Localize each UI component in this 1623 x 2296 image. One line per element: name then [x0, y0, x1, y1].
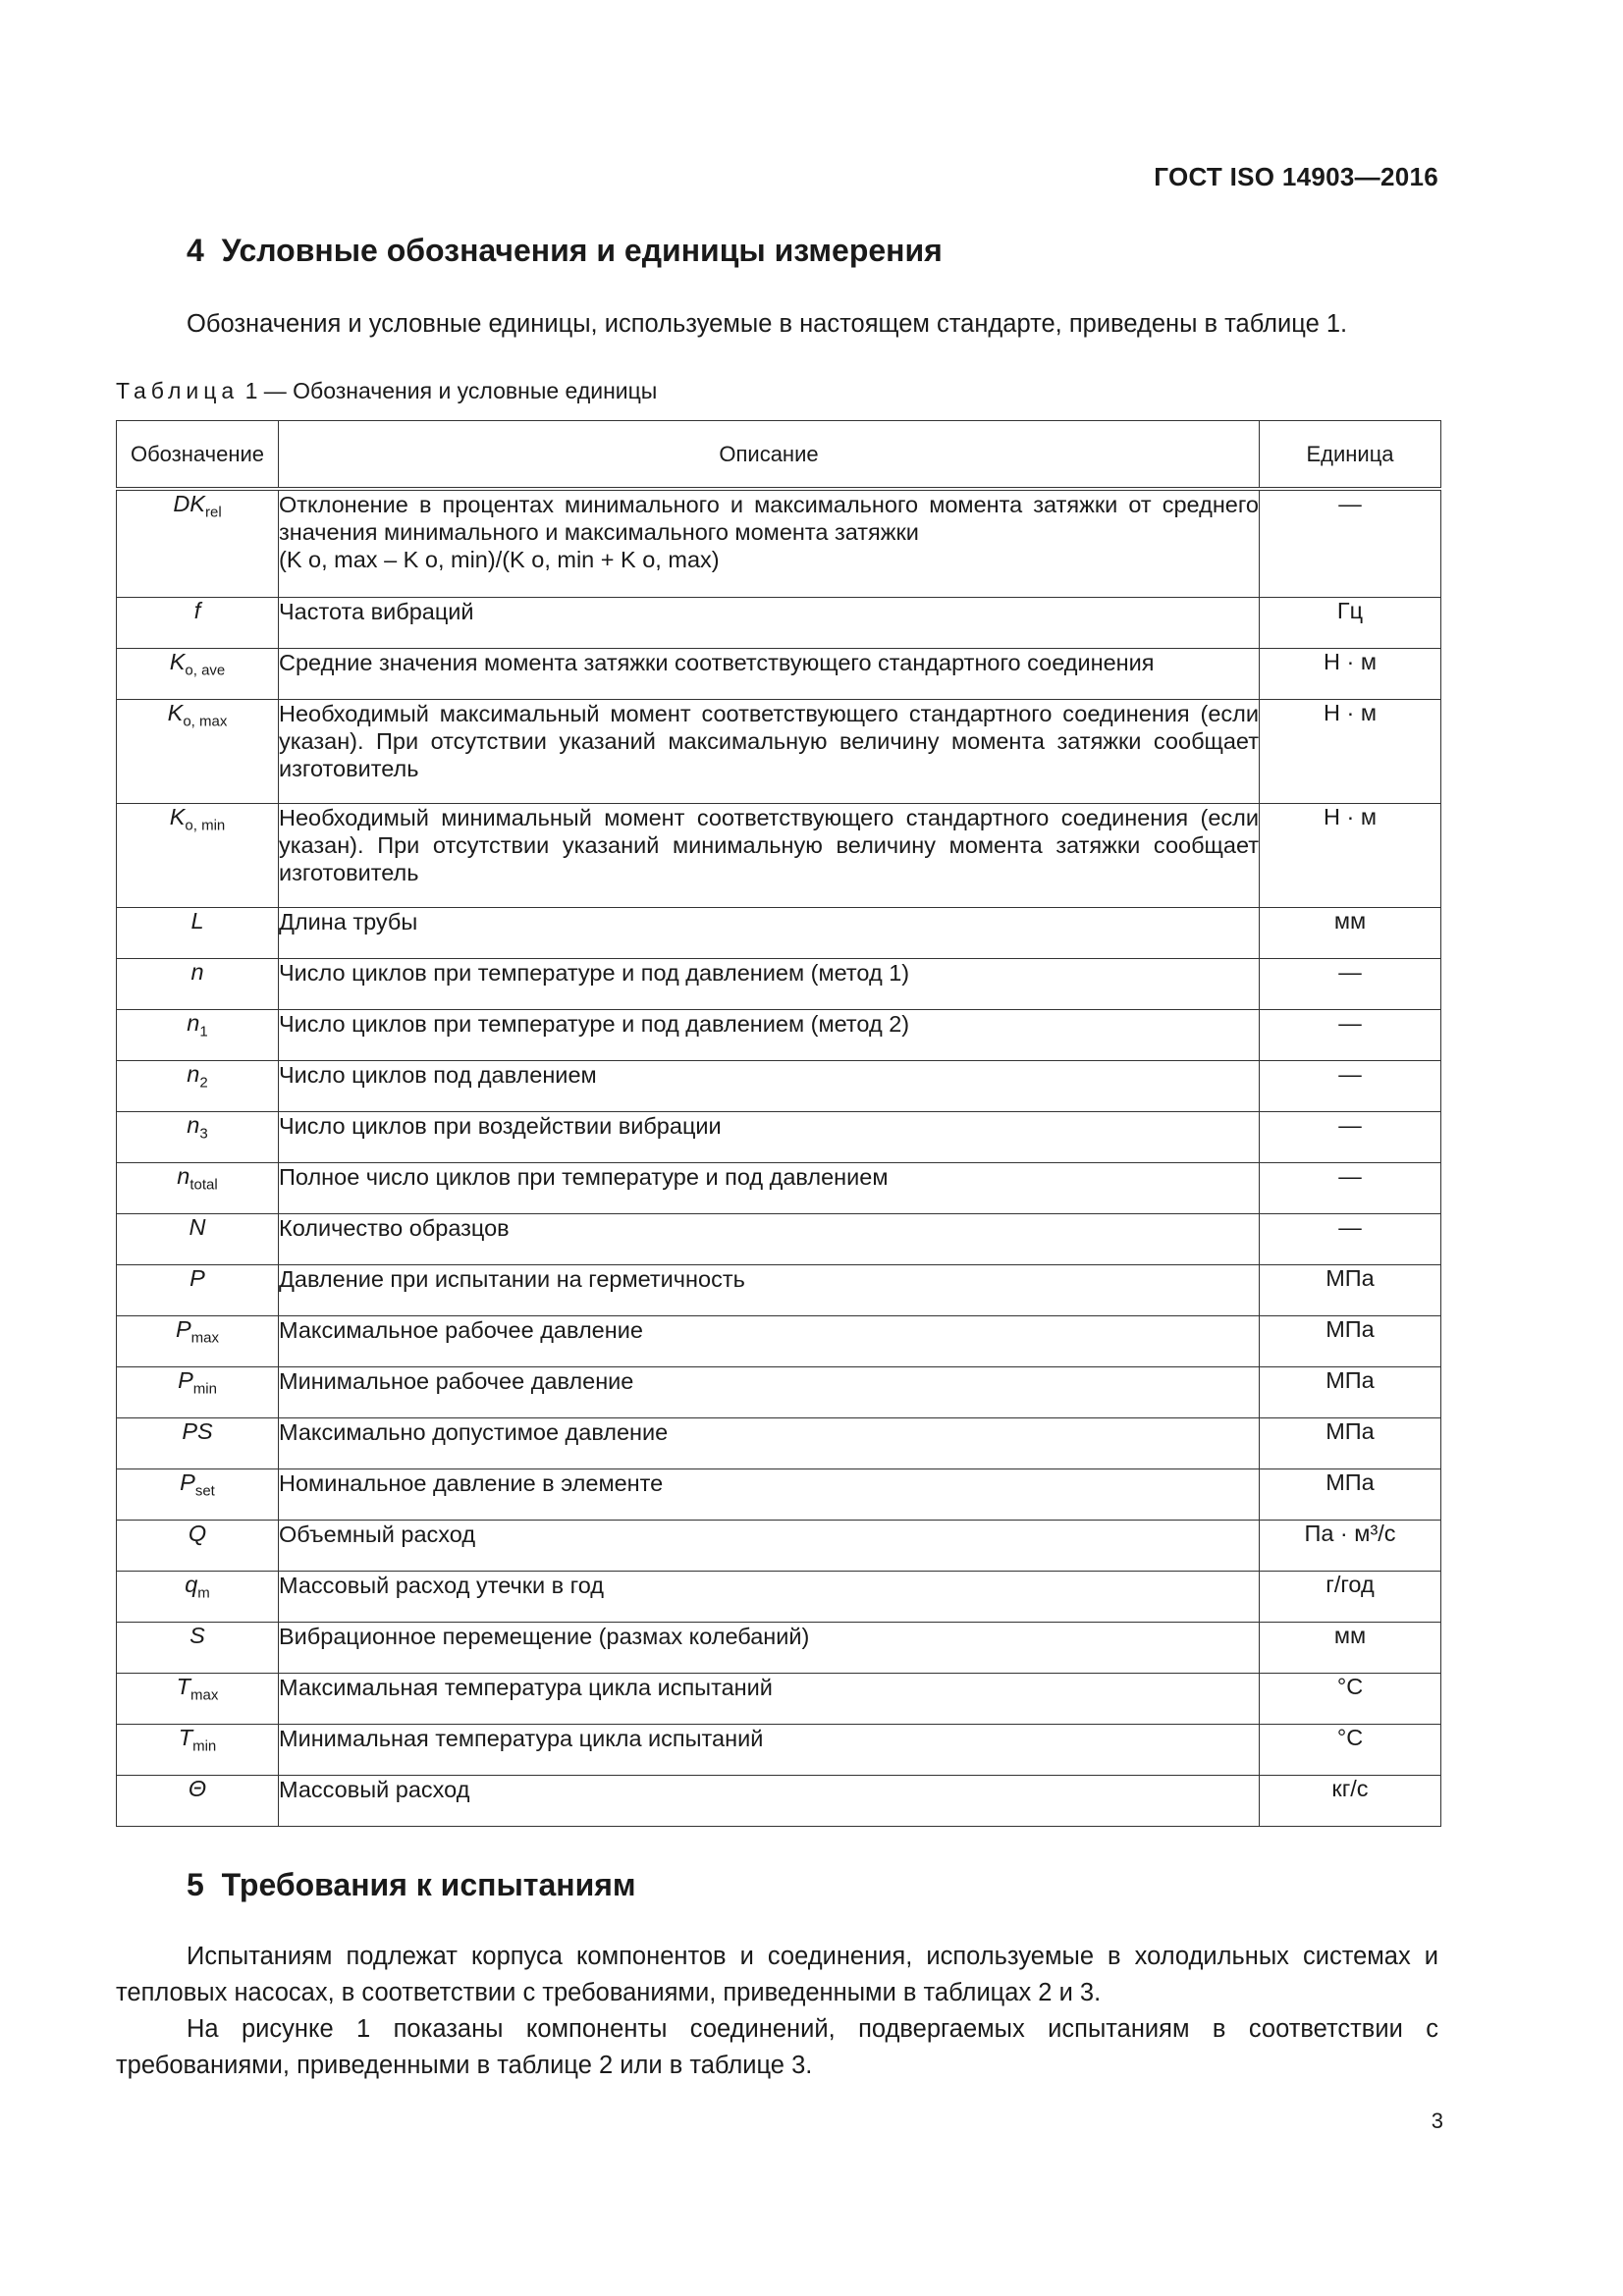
symbol-subscript: max	[190, 1686, 219, 1704]
symbol-subscript: min	[192, 1380, 217, 1398]
unit-cell: Н · м	[1260, 699, 1441, 803]
description-text: Номинальное давление в элементе	[279, 1469, 664, 1496]
description-cell	[279, 699, 1260, 803]
header-unit: Единица	[1260, 421, 1441, 490]
description-cell	[279, 648, 1260, 699]
table-row	[117, 1520, 1441, 1571]
table-row	[117, 1060, 1441, 1111]
symbol-text: Q	[188, 1520, 207, 1546]
unit-cell: кг/с	[1260, 1775, 1441, 1826]
symbol-text: S	[189, 1622, 205, 1648]
symbol-subscript: 2	[199, 1074, 208, 1092]
section-4-title	[187, 233, 943, 269]
description-formula: (K o, max – K o, min)/(K o, min + K o, max)	[279, 547, 720, 572]
description-text: Давление при испытании на герметичность	[279, 1265, 745, 1292]
symbol-subscript: o, min	[185, 817, 226, 834]
table-row	[117, 1571, 1441, 1622]
table-caption	[116, 378, 657, 404]
section-title-text: Требования к испытаниям	[221, 1867, 636, 1902]
symbol-cell	[117, 907, 279, 958]
symbol-text: PS	[182, 1417, 213, 1444]
table-row	[117, 1315, 1441, 1366]
description-text: Массовый расход утечки в год	[279, 1572, 604, 1598]
symbol-cell	[117, 648, 279, 699]
symbol-subscript: m	[197, 1584, 210, 1602]
symbol-cell	[117, 1673, 279, 1724]
description-text: Длина трубы	[279, 908, 418, 934]
description-cell	[279, 907, 1260, 958]
unit-cell: —	[1260, 1060, 1441, 1111]
description-cell	[279, 803, 1260, 907]
description-text: Число циклов при воздействии вибрации	[279, 1112, 722, 1139]
description-cell	[279, 1213, 1260, 1264]
table-row	[117, 1417, 1441, 1468]
symbol-text: Θ	[188, 1775, 207, 1801]
description-text: Число циклов при температуре и под давлением (метод 1)	[279, 959, 910, 986]
description-cell	[279, 1060, 1260, 1111]
table-row	[117, 1162, 1441, 1213]
symbol-subscript: rel	[204, 504, 222, 521]
symbol-cell	[117, 958, 279, 1009]
symbol-text: n	[190, 958, 204, 985]
unit-cell: МПа	[1260, 1315, 1441, 1366]
symbol-text: P	[180, 1468, 195, 1495]
symbol-text: n	[187, 1009, 200, 1036]
unit-cell: Па · м³/с	[1260, 1520, 1441, 1571]
symbol-cell	[117, 1366, 279, 1417]
symbol-subscript: 1	[199, 1023, 208, 1041]
description-text: Число циклов под давлением	[279, 1061, 597, 1088]
symbol-subscript: max	[190, 1329, 220, 1347]
symbol-cell	[117, 1213, 279, 1264]
unit-cell: °С	[1260, 1673, 1441, 1724]
symbol-cell	[117, 1162, 279, 1213]
table-row	[117, 1775, 1441, 1826]
description-cell	[279, 1111, 1260, 1162]
table-row	[117, 1673, 1441, 1724]
description-cell	[279, 1673, 1260, 1724]
page-number: 3	[1431, 2109, 1443, 2133]
symbol-cell	[117, 489, 279, 597]
description-cell	[279, 1264, 1260, 1315]
symbol-cell	[117, 597, 279, 648]
description-text: Максимальное рабочее давление	[279, 1316, 643, 1343]
section-5-title	[187, 1867, 636, 1903]
table-row	[117, 1724, 1441, 1775]
symbol-cell	[117, 803, 279, 907]
description-cell	[279, 1366, 1260, 1417]
description-cell	[279, 958, 1260, 1009]
table-caption-label: Таблица	[116, 378, 240, 403]
unit-cell: МПа	[1260, 1366, 1441, 1417]
table-row	[117, 699, 1441, 803]
symbol-text: n	[177, 1162, 190, 1189]
table-row	[117, 1213, 1441, 1264]
unit-cell: МПа	[1260, 1264, 1441, 1315]
symbol-cell	[117, 1315, 279, 1366]
description-text: Отклонение в процентах минимального и максимального момента затяжки от среднего значения минимального и максимального момента затяжки	[279, 492, 1259, 545]
description-cell	[279, 1162, 1260, 1213]
description-text: Максимальная температура цикла испытаний	[279, 1674, 773, 1700]
unit-cell: —	[1260, 1009, 1441, 1060]
symbol-text: n	[187, 1060, 200, 1087]
symbol-text: K	[169, 803, 186, 829]
section-title-text: Условные обозначения и единицы измерения	[221, 233, 943, 268]
table-row	[117, 1468, 1441, 1520]
description-text: Необходимый минимальный момент соответствующего стандартного соединения (если указан). При отсутствии указаний минимальную величину момента затяжки сообщает изготовитель	[279, 804, 1259, 885]
symbol-cell	[117, 1264, 279, 1315]
table-row	[117, 489, 1441, 597]
table-caption-text: 1 — Обозначения и условные единицы	[244, 378, 658, 403]
unit-cell: —	[1260, 1213, 1441, 1264]
description-cell	[279, 489, 1260, 597]
unit-cell: —	[1260, 1111, 1441, 1162]
unit-cell: мм	[1260, 1622, 1441, 1673]
table-row	[117, 958, 1441, 1009]
symbol-cell	[117, 1571, 279, 1622]
paragraph: На рисунке 1 показаны компоненты соединений, подвергаемых испытаниям в соответствии с требованиями, приведенными в таблице 2 или в таблице 3.	[116, 2015, 1438, 2079]
symbol-cell	[117, 1060, 279, 1111]
unit-cell: МПа	[1260, 1417, 1441, 1468]
symbol-subscript: o, max	[183, 713, 228, 730]
description-text: Вибрационное перемещение (размах колебаний)	[279, 1623, 810, 1649]
symbol-subscript: 3	[199, 1125, 208, 1143]
symbol-text: P	[189, 1264, 205, 1291]
table-row	[117, 1111, 1441, 1162]
description-cell	[279, 1724, 1260, 1775]
symbol-text: N	[189, 1213, 206, 1240]
symbol-cell	[117, 699, 279, 803]
table-header-row	[117, 421, 1441, 490]
symbol-cell	[117, 1775, 279, 1826]
symbol-cell	[117, 1417, 279, 1468]
table-row	[117, 1366, 1441, 1417]
description-cell	[279, 597, 1260, 648]
standard-code: ГОСТ ISO 14903—2016	[1154, 162, 1438, 191]
description-text: Частота вибраций	[279, 598, 474, 624]
header-description: Описание	[279, 421, 1260, 490]
symbol-text: T	[178, 1724, 193, 1750]
description-cell	[279, 1315, 1260, 1366]
symbol-cell	[117, 1009, 279, 1060]
description-cell	[279, 1571, 1260, 1622]
header-symbol: Обозначение	[117, 421, 279, 490]
description-text: Объемный расход	[279, 1521, 476, 1547]
symbol-text: f	[193, 597, 201, 623]
unit-cell: г/год	[1260, 1571, 1441, 1622]
symbol-cell	[117, 1622, 279, 1673]
description-text: Необходимый максимальный момент соответствующего стандартного соединения (если указан). При отсутствии указаний максимальную величину момента затяжки сообщает изготовитель	[279, 700, 1259, 781]
table-row	[117, 648, 1441, 699]
symbols-table	[116, 420, 1441, 1827]
unit-cell: —	[1260, 958, 1441, 1009]
symbol-cell	[117, 1724, 279, 1775]
unit-cell: Н · м	[1260, 648, 1441, 699]
table-row	[117, 597, 1441, 648]
unit-cell: —	[1260, 489, 1441, 597]
symbol-cell	[117, 1520, 279, 1571]
unit-cell: Гц	[1260, 597, 1441, 648]
description-text: Средние значения момента затяжки соответствующего стандартного соединения	[279, 649, 1155, 675]
description-cell	[279, 1622, 1260, 1673]
description-text: Минимальная температура цикла испытаний	[279, 1725, 764, 1751]
section-number: 5	[187, 1867, 204, 1902]
section-4-intro: Обозначения и условные единицы, используемые в настоящем стандарте, приведены в таблице 1.	[187, 310, 1348, 338]
symbol-text: P	[175, 1315, 191, 1342]
table-row	[117, 1264, 1441, 1315]
table-row	[117, 1622, 1441, 1673]
symbol-text: T	[176, 1673, 190, 1699]
symbol-subscript: total	[189, 1176, 218, 1194]
symbol-text: P	[178, 1366, 193, 1393]
description-cell	[279, 1775, 1260, 1826]
description-cell	[279, 1520, 1260, 1571]
symbol-text: q	[185, 1571, 198, 1597]
section-5-body	[116, 1939, 1438, 2084]
symbol-text: L	[190, 907, 204, 934]
paragraph: Испытаниям подлежат корпуса компонентов и соединения, используемые в холодильных системах и тепловых насосах, в соответствии с требованиями, приведенными в таблицах 2 и 3.	[116, 1943, 1438, 2006]
symbol-text: DK	[173, 491, 205, 516]
symbol-text: K	[169, 648, 186, 674]
symbol-subscript: min	[192, 1737, 217, 1755]
description-text: Число циклов при температуре и под давлением (метод 2)	[279, 1010, 910, 1037]
description-cell	[279, 1468, 1260, 1520]
symbol-subscript: set	[194, 1482, 215, 1500]
symbol-cell	[117, 1111, 279, 1162]
unit-cell: Н · м	[1260, 803, 1441, 907]
unit-cell: °С	[1260, 1724, 1441, 1775]
section-number: 4	[187, 233, 204, 268]
description-text: Полное число циклов при температуре и под давлением	[279, 1163, 889, 1190]
description-cell	[279, 1009, 1260, 1060]
description-text: Минимальное рабочее давление	[279, 1367, 634, 1394]
symbol-cell	[117, 1468, 279, 1520]
description-text: Максимально допустимое давление	[279, 1418, 669, 1445]
symbol-subscript: o, ave	[185, 662, 226, 679]
description-cell	[279, 1417, 1260, 1468]
unit-cell: мм	[1260, 907, 1441, 958]
unit-cell: МПа	[1260, 1468, 1441, 1520]
unit-cell: —	[1260, 1162, 1441, 1213]
description-text: Количество образцов	[279, 1214, 510, 1241]
table-row	[117, 1009, 1441, 1060]
symbol-text: K	[167, 699, 184, 725]
symbol-text: n	[187, 1111, 200, 1138]
table-row	[117, 907, 1441, 958]
description-text: Массовый расход	[279, 1776, 470, 1802]
table-row	[117, 803, 1441, 907]
